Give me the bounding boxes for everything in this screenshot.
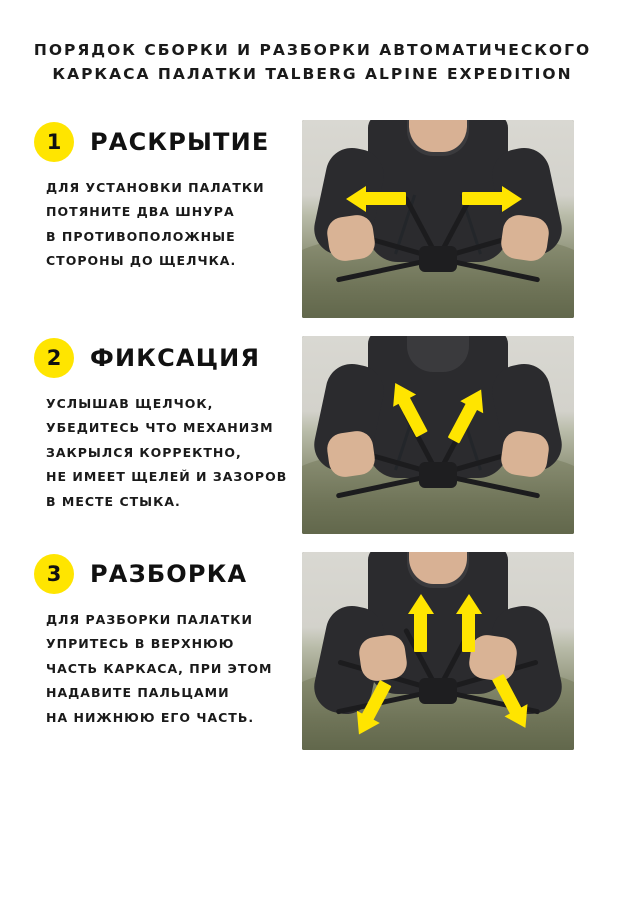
step-text-column	[34, 120, 302, 274]
step-number-badge: 2	[34, 338, 74, 378]
page-title	[30, 38, 595, 86]
step-item	[0, 552, 625, 750]
step-header	[34, 122, 302, 162]
step-text-column	[34, 336, 302, 514]
step-description-line: ДЛЯ УСТАНОВКИ ПАЛАТКИ	[46, 180, 265, 196]
page-title-line-2: КАРКАСА ПАЛАТКИ TALBERG ALPINE EXPEDITION	[52, 65, 573, 84]
frame-hub	[419, 462, 457, 488]
step-description-line: ЗАКРЫЛСЯ КОРРЕКТНО,	[46, 444, 242, 460]
step-description-line: УБЕДИТЕСЬ ЧТО МЕХАНИЗМ	[46, 420, 274, 436]
step-description-line: УСЛЫШАВ ЩЕЛЧОК,	[46, 396, 214, 412]
step-description	[34, 392, 302, 514]
person-hand-right	[499, 429, 551, 479]
step-item	[0, 336, 625, 534]
frame-hub	[419, 678, 457, 704]
person-hand-right	[499, 213, 551, 263]
step-description-line: СТОРОНЫ ДО ЩЕЛЧКА.	[46, 253, 237, 269]
step-photo	[302, 120, 574, 318]
step-description-line: ЧАСТЬ КАРКАСА, ПРИ ЭТОМ	[46, 660, 273, 676]
step-number-badge: 1	[34, 122, 74, 162]
step-description-line: УПРИТЕСЬ В ВЕРХНЮЮ	[46, 636, 235, 652]
step-description-line: НА НИЖНЮЮ ЕГО ЧАСТЬ.	[46, 709, 255, 725]
step-text-column	[34, 552, 302, 730]
frame-hub	[419, 246, 457, 272]
step-item	[0, 120, 625, 318]
step-title: ФИКСАЦИЯ	[90, 344, 261, 373]
step-number-badge: 3	[34, 554, 74, 594]
step-photo	[302, 336, 574, 534]
step-header	[34, 554, 302, 594]
step-photo	[302, 552, 574, 750]
step-description	[34, 608, 302, 730]
step-description-line: НАДАВИТЕ ПАЛЬЦАМИ	[46, 685, 230, 701]
page-title-line-1: ПОРЯДОК СБОРКИ И РАЗБОРКИ АВТОМАТИЧЕСКОГО	[33, 41, 592, 59]
steps-list	[0, 120, 625, 750]
step-description-line: В ПРОТИВОПОЛОЖНЫЕ	[46, 228, 236, 244]
step-title: РАСКРЫТИЕ	[90, 128, 270, 157]
step-description	[34, 176, 302, 274]
step-description-line: ДЛЯ РАЗБОРКИ ПАЛАТКИ	[46, 612, 253, 628]
step-description-line: В МЕСТЕ СТЫКА.	[46, 493, 181, 509]
step-header	[34, 338, 302, 378]
instruction-page	[0, 38, 625, 913]
step-description-line: НЕ ИМЕЕТ ЩЕЛЕЙ И ЗАЗОРОВ	[46, 469, 288, 485]
step-description-line: ПОТЯНИТЕ ДВА ШНУРА	[46, 204, 235, 220]
step-title: РАЗБОРКА	[90, 560, 248, 589]
